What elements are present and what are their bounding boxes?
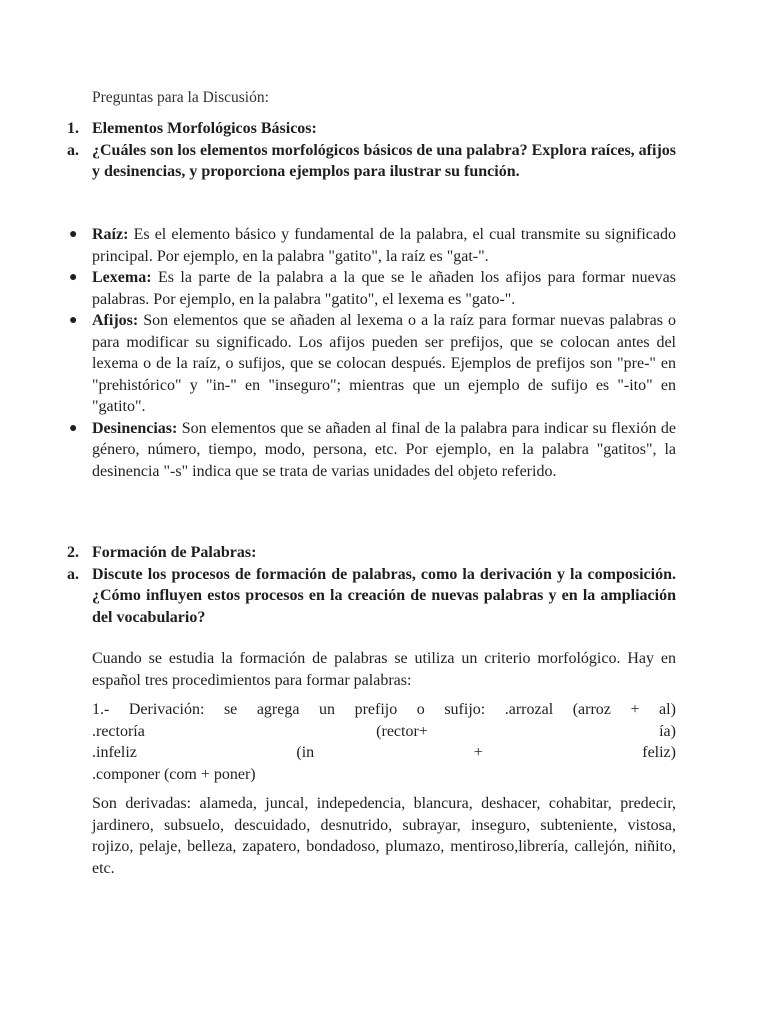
derived-words-paragraph: Son derivadas: alameda, juncal, indepedencia, blancura, deshacer, cohabitar, predecir, jardinero, subsuelo, descuidado, desnutrido, subrayar, inseguro, subteniente, vistosa, rojizo, pelaje, belleza, zapatero, bondadoso, plumazo, mentiroso,librería, callejón, niñito, etc.: [92, 795, 676, 877]
bullet-item-raiz: [0, 224, 676, 267]
intro-heading: Preguntas para la Discusión:: [92, 89, 269, 106]
section-2-question-letter: a.: [67, 565, 79, 583]
morphology-bullet-list: [0, 224, 768, 482]
derivation-word: Derivación:: [128, 701, 205, 718]
bullet-item-desinencias: [0, 418, 676, 483]
derivation-word: .infeliz: [92, 744, 137, 761]
bullet-term: Desinencias:: [92, 419, 178, 437]
section-1-title: Elementos Morfológicos Básicos:: [92, 120, 317, 137]
derivation-line-2: [92, 721, 676, 743]
derivation-line-1: [92, 699, 676, 721]
section-1-number: 1.: [67, 120, 79, 137]
derivation-word: 1.-: [92, 701, 110, 718]
formation-paragraph: Cuando se estudia la formación de palabras se utiliza un criterio morfológico. Hay en español tres procedimientos para formar palabras:: [92, 650, 676, 689]
derivation-word: .arrozal: [504, 701, 554, 718]
section-2: [0, 542, 768, 628]
section-2-number: 2.: [67, 544, 79, 561]
bullet-dot-icon: ●: [69, 227, 78, 242]
section-1-question-row: [0, 140, 768, 183]
derivation-block: [92, 699, 676, 785]
section-1: [0, 118, 768, 183]
derivation-word: feliz): [642, 744, 676, 761]
bullet-text: Es la parte de la palabra a la que se le añaden los afijos para formar nuevas palabras. Por ejemplo, en la palabra "gatito", el lexema es "gato-".: [92, 269, 676, 308]
derivation-word: sufijo:: [444, 701, 486, 718]
bullet-item-lexema: [0, 267, 676, 310]
bullet-text: Son elementos que se añaden al lexema o a la raíz para formar nuevas palabras o para modificar su significado. Los afijos pueden ser prefijos, que se colocan antes del lexema o de la raíz, o sufijos, que se colocan después. Ejemplos de prefijos son "pre-" en "prehistórico" y "in-" en "inseguro"; mientras que un ejemplo de sufijo es "-ito" en "gatito".: [92, 312, 676, 415]
derivation-word: (in: [296, 744, 315, 761]
derivation-word: (rector+: [376, 722, 428, 740]
derivation-line-4: .componer (com + poner): [92, 765, 256, 783]
derivation-word: un: [319, 701, 336, 718]
section-2-question: Discute los procesos de formación de palabras, como la derivación y la composición. ¿Cómo influyen estos procesos en la creación de nuevas palabras y en la ampliación del vocabulario?: [92, 565, 676, 626]
bullet-dot-icon: ●: [69, 420, 78, 436]
section-1-title-row: [0, 118, 768, 140]
bullet-item-afijos: [0, 310, 676, 418]
section-2-question-row: [0, 564, 768, 629]
section-1-question: ¿Cuáles son los elementos morfológicos básicos de una palabra? Explora raíces, afijos y desinencias, y proporciona ejemplos para ilustrar su función.: [92, 141, 676, 180]
bullet-term: Afijos:: [92, 312, 139, 329]
bullet-text: Son elementos que se añaden al final de la palabra para indicar su flexión de género, número, tiempo, modo, persona, etc. Por ejemplo, en la palabra "gatitos", la desinencia "-s" indica que se trata de varias unidades del objeto referido.: [92, 419, 676, 480]
bullet-dot-icon: ●: [69, 270, 78, 285]
derivation-word: (arroz: [572, 701, 611, 718]
section-1-question-letter: a.: [67, 141, 79, 159]
bullet-dot-icon: ●: [69, 313, 78, 328]
derivation-word: prefijo: [354, 701, 398, 718]
derivation-word: .rectoría: [92, 722, 145, 740]
derivation-word: o: [416, 701, 425, 718]
derivation-word: agrega: [256, 701, 300, 718]
bullet-text: Es el elemento básico y fundamental de la palabra, el cual transmite su significado principal. Por ejemplo, en la palabra "gatito", la raíz es "gat-".: [92, 226, 676, 265]
bullet-term: Lexema:: [92, 269, 152, 286]
derivation-line-3: [92, 742, 676, 764]
derivation-word: +: [630, 701, 640, 718]
derivation-word: +: [473, 744, 483, 761]
derivation-word: ía): [659, 722, 676, 740]
derivation-word: al): [659, 701, 676, 718]
bullet-term: Raíz:: [92, 226, 129, 243]
derivation-word: se: [223, 701, 238, 718]
section-2-title-row: [0, 542, 768, 564]
section-2-title: Formación de Palabras:: [92, 544, 257, 561]
